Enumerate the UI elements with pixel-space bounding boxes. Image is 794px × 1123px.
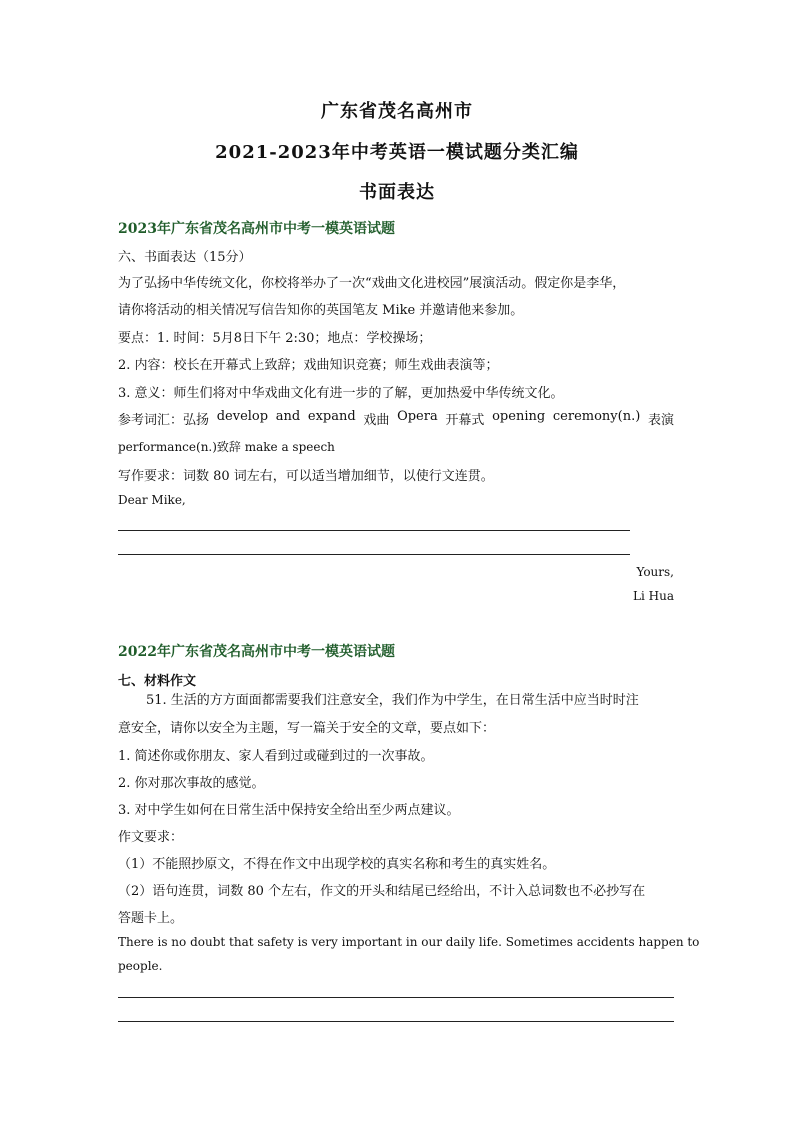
vocab-word: opening (492, 409, 546, 424)
answer-line (118, 1021, 674, 1022)
part-label: 六、书面表达（15分） (118, 250, 252, 265)
answer-line (118, 554, 630, 555)
vocab-word: develop (216, 409, 269, 424)
answer-line (118, 530, 630, 531)
essay-opening: There is no doubt that safety is very important in our daily life. Sometimes accidents happen to (118, 935, 700, 949)
letter-signature: Li Hua (633, 589, 674, 603)
question-text: 51. 生活的方方面面都需要我们注意安全，我们作为中学生，在日常生活中应当时时注 (146, 693, 639, 708)
vocab-line: performance(n.)致辞 make a speech (118, 440, 335, 454)
writing-requirement: 写作要求：词数 80 词左右，可以适当增加细节，以使行文连贯。 (118, 469, 494, 484)
prompt-text: 为了弘扬中华传统文化，你校将举办了一次“戏曲文化进校园”展演活动。假定你是李华， (118, 276, 626, 291)
letter-salutation: Dear Mike, (118, 493, 186, 507)
vocab-word: and (275, 409, 301, 424)
section-heading-2022: 2022年广东省茂名高州市中考一模英语试题 (118, 644, 395, 660)
section-heading-2023: 2023年广东省茂名高州市中考一模英语试题 (118, 221, 395, 237)
question-text: 意安全，请你以安全为主题，写一篇关于安全的文章，要点如下： (118, 721, 496, 736)
requirement-item: （1）不能照抄原文，不得在作文中出现学校的真实名称和考生的真实姓名。 (118, 857, 556, 872)
requirement-title: 作文要求： (118, 830, 184, 845)
doc-title-region: 广东省茂名高州市 (321, 101, 473, 122)
vocab-word: 参考词汇：弘扬 (118, 413, 210, 428)
requirement-item: （2）语句连贯，词数 80 个左右，作文的开头和结尾已经给出，不计入总词数也不必抄写在 (118, 884, 646, 899)
vocab-word: 开幕式 (445, 413, 485, 428)
doc-title-topic: 书面表达 (359, 182, 435, 203)
point-item: 1. 简述你或你朋友、家人看到过或碰到过的一次事故。 (118, 749, 434, 764)
vocab-word: ceremony(n.) (552, 409, 641, 424)
point-item: 2. 你对那次事故的感觉。 (118, 776, 265, 791)
point-item: 2. 内容：校长在开幕式上致辞；戏曲知识竞赛；师生戏曲表演等； (118, 358, 499, 373)
vocab-word: 表演 (647, 413, 674, 428)
doc-title-subject: 2021-2023年中考英语一模试题分类汇编 (215, 142, 579, 163)
vocab-line (118, 409, 674, 428)
essay-opening: people. (118, 959, 163, 973)
vocab-word: 戏曲 (363, 413, 390, 428)
point-item: 3. 意义：师生们将对中华戏曲文化有进一步的了解，更加热爱中华传统文化。 (118, 386, 564, 401)
vocab-word: Opera (397, 409, 438, 424)
requirement-item: 答题卡上。 (118, 911, 184, 926)
prompt-text: 请你将活动的相关情况写信告知你的英国笔友 Mike 并邀请他来参加。 (118, 303, 524, 318)
answer-line (118, 997, 674, 998)
part-label: 七、材料作文 (118, 674, 197, 689)
vocab-word: expand (307, 409, 356, 424)
point-item: 3. 对中学生如何在日常生活中保持安全给出至少两点建议。 (118, 803, 460, 818)
letter-closing: Yours, (636, 565, 674, 579)
point-item: 要点：1. 时间：5月8日下午 2:30；地点：学校操场； (118, 331, 432, 346)
